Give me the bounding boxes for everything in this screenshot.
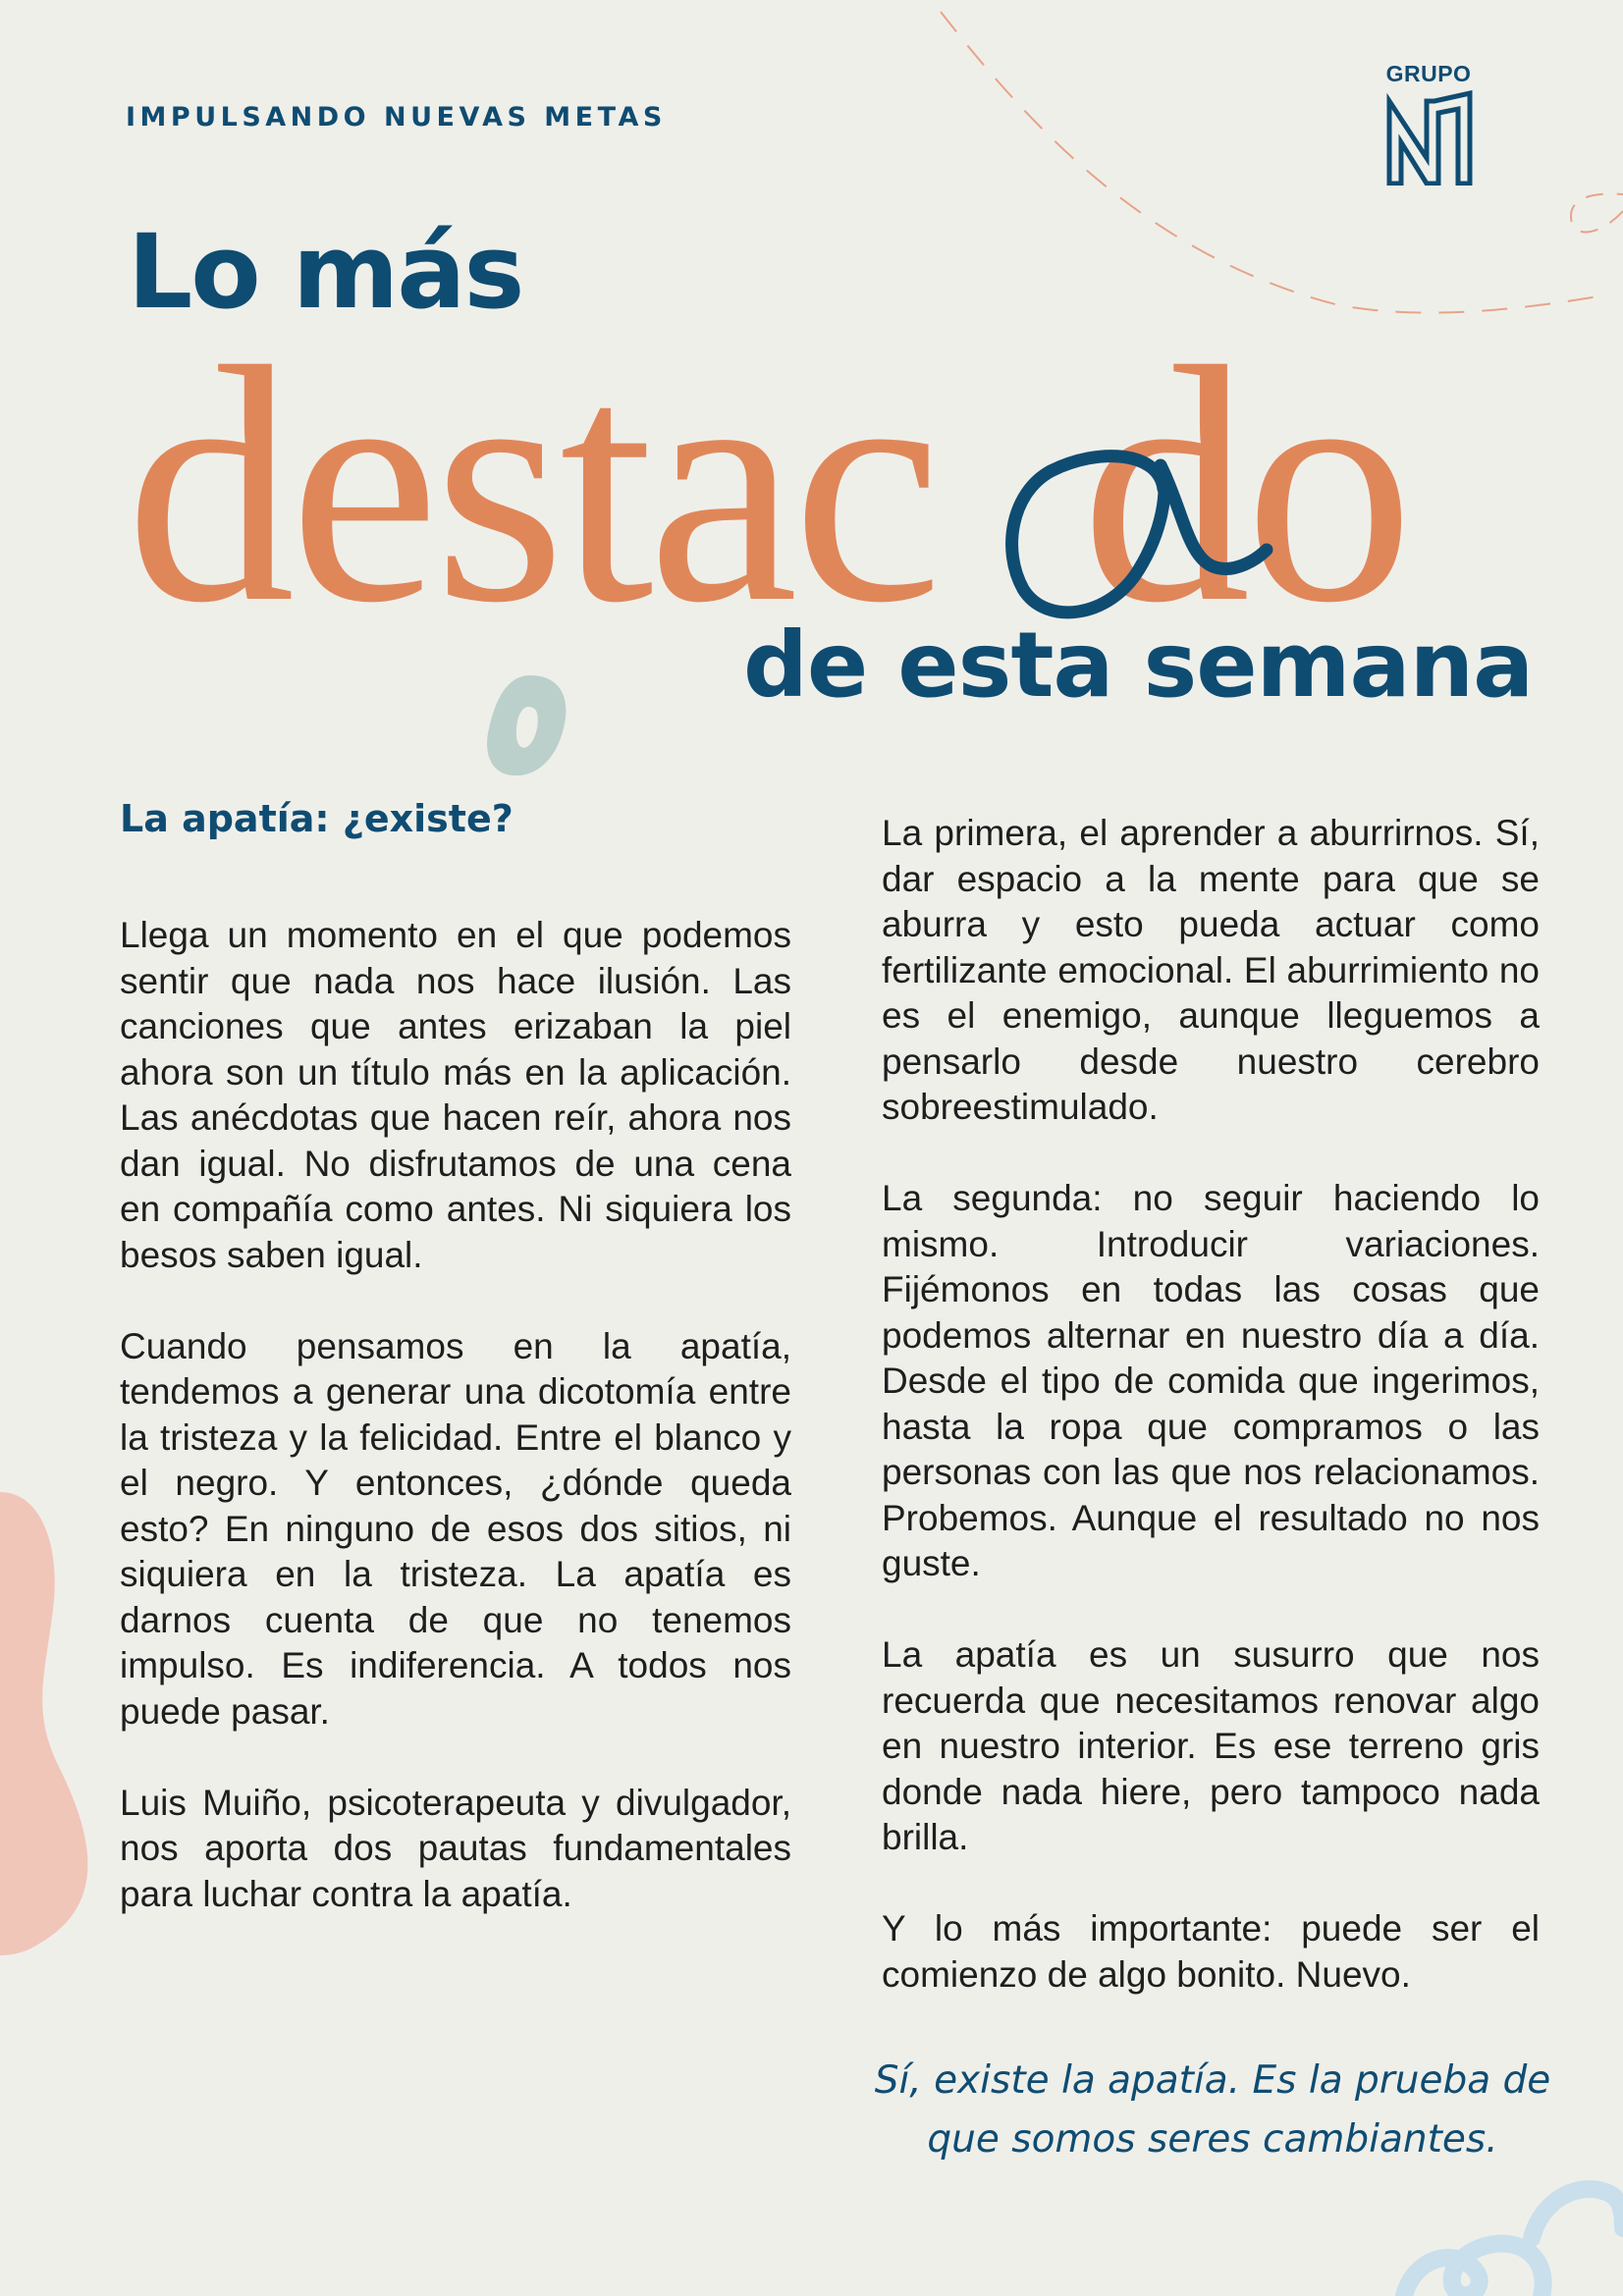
left-column [120,913,791,1963]
dashed-curve-decoration [923,0,1623,334]
paragraph: La apatía es un susurro que nos recuerda que necesitamos renovar algo en nuestro interior. Es ese terreno gris donde nada hiere, pero tampoco nada brilla. [882,1634,1540,1857]
paragraph: La segunda: no seguir haciendo lo mismo. Introducir variaciones. Fijémonos en todas las cosas que podemos alternar en nuestro día a día. Desde el tipo de comida que ingerimos, hasta la ropa que compramos o las personas con las que nos relacionamos. Probemos. Aunque el resultado no nos guste. [882,1178,1540,1583]
paragraph: Cuando pensamos en la apatía, tendemos a generar una dicotomía entre la tristeza y la felicidad. Entre el blanco y el negro. Y entonces, ¿dónde queda esto? En ninguno de esos dos sitios, ni siquiera en la tristeza. La apatía es darnos cuenta de que no tenemos impulso. Es indiferencia. A todos nos puede pasar. [120,1325,791,1732]
title-destacado-ghost-letter: a [937,297,1082,672]
article-heading: La apatía: ¿existe? [120,797,514,840]
title-destacado-part1: destac [126,297,937,672]
pink-blob-decoration [0,1472,118,1963]
title-destacado [126,297,1409,672]
paragraph: Y lo más importante: puede ser el comienzo de algo bonito. Nuevo. [882,1908,1540,1995]
sage-blob-decoration [481,667,579,785]
paragraph: Luis Muiño, psicoterapeuta y divulgador, nos aporta dos pautas fundamentales para luchar contra la apatía. [120,1782,791,1914]
n1-monogram-icon [1380,87,1478,186]
paragraph: Llega un momento en el que podemos sentir que nada nos hace ilusión. Las canciones que antes erizaban la piel ahora son un título más en la aplicación. Las anécdotas que hacen reír, ahora nos dan igual. No disfrutamos de una cena en compañía como antes. Ni siquiera los besos saben igual. [120,915,791,1275]
tagline: IMPULSANDO NUEVAS METAS [126,102,667,133]
closing-quote: Sí, existe la apatía. Es la prueba de que somos seres cambiantes. [874,2058,1551,2162]
title-line-1: Lo más [128,212,523,332]
title-destacado-part2: do [1081,297,1409,672]
grupo-n1-logo [1380,61,1478,190]
right-column [882,811,1540,2044]
logo-label: GRUPO [1385,61,1472,86]
paragraph: La primera, el aprender a aburrirnos. Sí, dar espacio a la mente para que se aburra y esto pueda actuar como fertilizante emocional. El aburrimiento no es el enemigo, aunque lleguemos a pensarlo desde nuestro cerebro sobreestimulado. [882,813,1540,1127]
title-line-3: de esta semana [743,613,1534,718]
